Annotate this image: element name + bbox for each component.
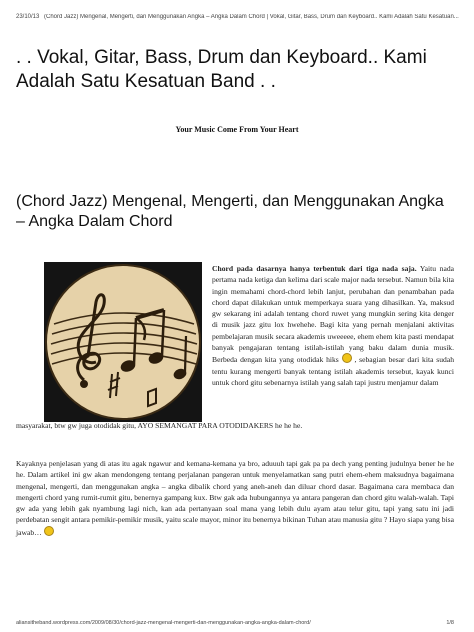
smiley-emoji-icon	[342, 353, 352, 363]
post-paragraph-2	[16, 458, 454, 538]
post-paragraph-1-continued: masyarakat, btw gw juga otodidak gitu, AYO SEMANGAT PARA OTODIDAKERS he he he.	[16, 421, 303, 430]
print-date: 23/10/13	[16, 14, 40, 20]
post-title[interactable]: (Chord Jazz) Mengenal, Mengerti, dan Menggunakan Angka – Angka Dalam Chord	[16, 193, 444, 230]
paragraph-text: Yaitu nada pertama nada ketiga dan kelima dari scale major nada tersebut. Namun bila kita ingin memahami chord-chord lebih lanjut, perubahan dan penambahan pada chord dapat dilakukan untuk memperkaya suara yang dihasilkan. Ya, maksud gw sekarang ini adalah tentang chord ruwet yang mungkin sering kita denger di musik jazz gitu lox hwehehe. Bagi kita yang pernah menjalani aktivitas pembelajaran musik secara akademis uweeeee, ehem ehem kita pasti mendapat banyak pengajaran tentang istilah-istilah yang baku dalam dunia musik. Berbeda dengan kita yang otodidak hiks	[212, 264, 454, 365]
site-tagline: Your Music Come From Your Heart	[175, 125, 299, 134]
paragraph-text: Kayaknya penjelasan yang di atas itu agak ngawur and kemana-kemana ya bro, aduuuh tapi gak pa pa dech yang penting judulnya bener he he he. Dalam artikel ini gw akan mendongeng tentang perjalanan pangeran untuk menyelamatkan sang putri ehem-ehem maksudnya bagaimana mengenal, mengerti, dan menggunakan angka – angka dibalik chord yang aneh-aneh dan diluar chord dasar. Bagaimana cara membaca dan mengerti chord yang rumit-rumit gitu, benernya gampang kux. Btw gak ada hubungannya ya antara pangeran dan chord gitu walah-walah. Tapi gw ada yang lebih gak nyambung lagi nich, kan ada pertanyaan soal mana yang lebih dulu ayam atau telur gitu, tapi yang satu ini jadi perdebatan sengit antara pemikir-pemikir musik, yaitu scale mayor, minor itu benernya bikinan Tuhan atau manusia gitu ? Hayo siapa yang bisa jawab…	[16, 459, 454, 537]
post-paragraph-1	[212, 263, 454, 388]
music-notes-image	[44, 262, 202, 422]
page-url[interactable]: aliansitheband.wordpress.com/2009/08/30/chord-jazz-mengenal-mengerti-dan-menggunakan-angka-angka-dalam-chord/	[16, 620, 311, 626]
music-notes-illustration	[44, 262, 202, 422]
print-footer	[16, 620, 454, 630]
paragraph-text: , sebagian besar dari kita sudah tentu kurang mengerti banyak tentang istilah akademis tersebut, kayak kunci untuk chord gitu sebenarnya istilah yang salah tapi justru menjamur dalam	[212, 355, 454, 387]
paragraph-lead-text: Chord pada dasarnya hanya terbentuk dari tiga nada saja.	[212, 264, 417, 273]
page-number: 1/8	[446, 620, 454, 626]
print-document-title: (Chord Jazz) Mengenal, Mengerti, dan Menggunakan Angka – Angka Dalam Chord | Vokal, Gitar, Bass, Drum dan Keyboard.. Kami Adalah Satu Kesatuan...	[44, 14, 459, 20]
site-title[interactable]: . . Vokal, Gitar, Bass, Drum dan Keyboard.. Kami Adalah Satu Kesatuan Band . .	[16, 47, 427, 92]
smiley-emoji-icon	[44, 526, 54, 536]
print-header	[0, 0, 474, 22]
